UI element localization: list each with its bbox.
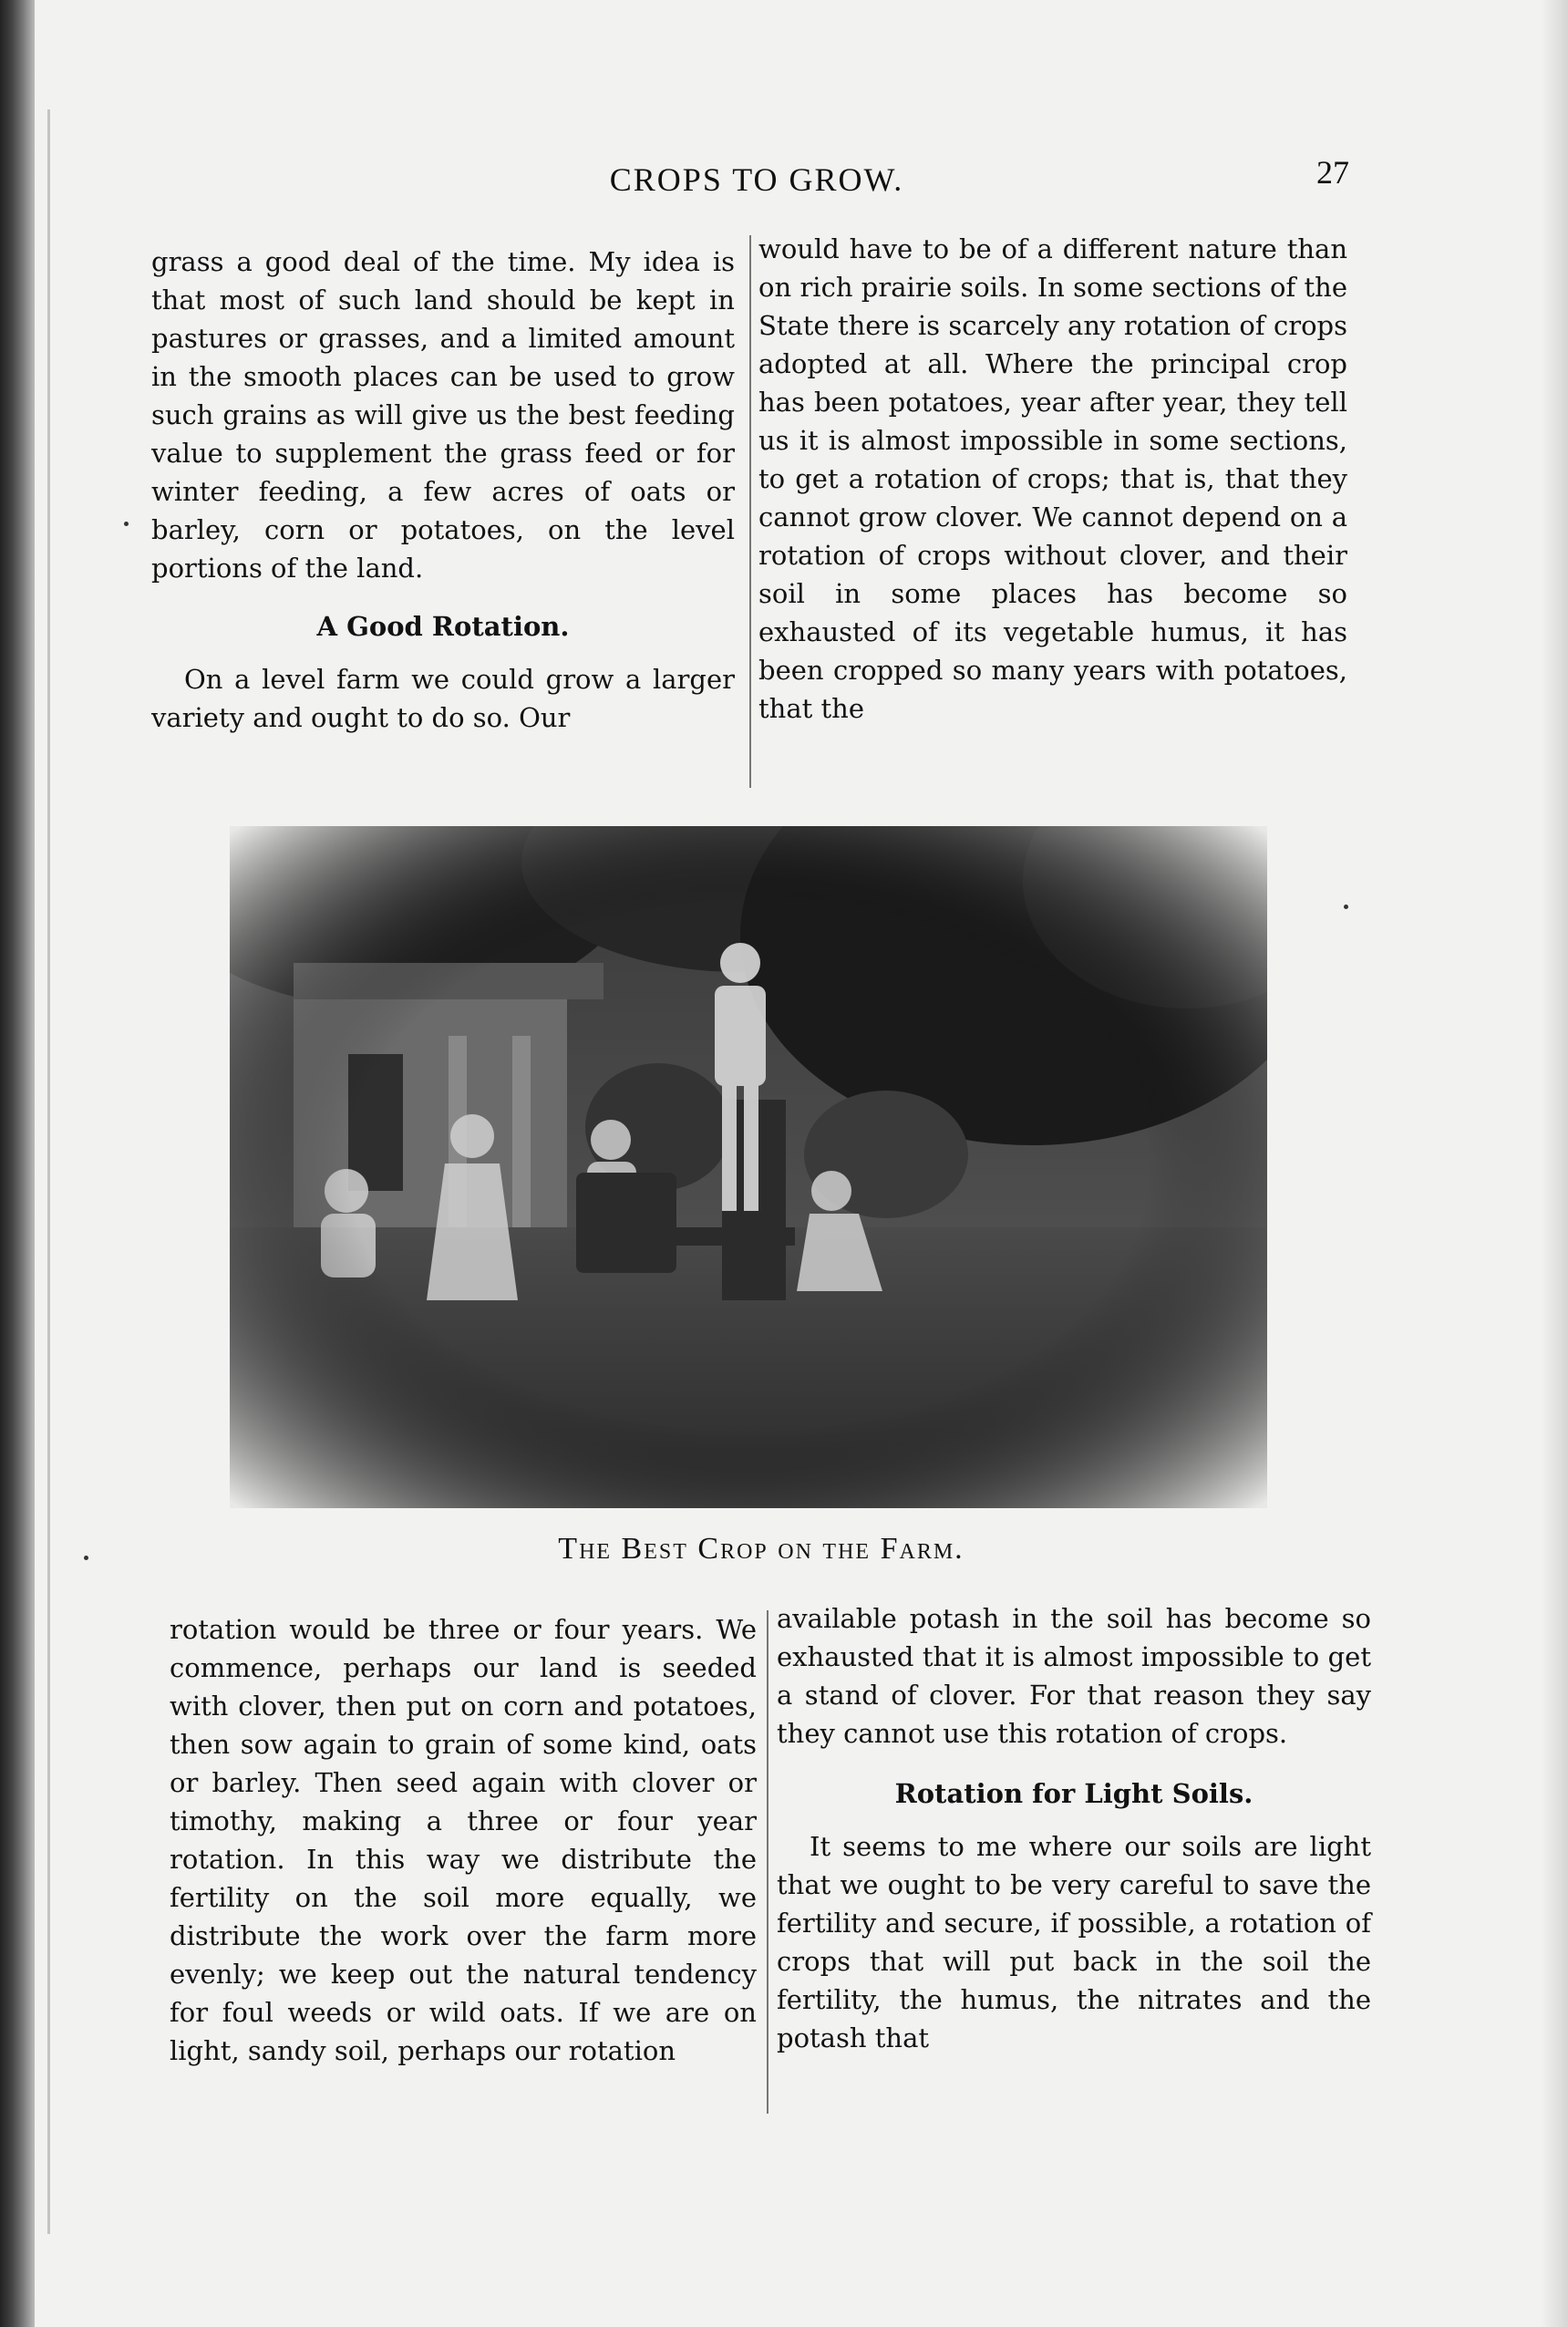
paragraph: available potash in the soil has become so exhausted that it is almost impossible to get a stand of clover. For that reason they say they cannot use this rotation of crops. — [777, 1603, 1371, 1749]
paragraph: would have to be of a different nature than on rich prairie soils. In some sections of the State there is scarcely any rotation of crops adopted at all. Where the principal crop has been potatoes, year after year, they tell us it is almost impossible in some sections, to get a rotation of crops; that is, that they cannot grow clover. We cannot depend on a rotation of crops without clover, and their soil in some places has become so exhausted of its vegetable humus, it has been cropped so many years with potatoes, that the — [758, 233, 1347, 724]
ink-speck — [84, 1556, 88, 1560]
paragraph: grass a good deal of the time. My idea is that most of such land should be kept in pastures or grasses, and a limited amount in the smooth places can be used to grow such grains as will give us the best feeding value to supplement the grass feed or for winter feeding, a few acres of oats or barley, corn or potatoes, on the level portions of the land. — [151, 246, 735, 584]
page-edge-shadow — [1541, 0, 1568, 2327]
column-bottom-left — [170, 1610, 757, 2070]
paragraph: On a level farm we could grow a larger variety and ought to do so. Our — [151, 664, 735, 733]
page-number: 27 — [1316, 154, 1349, 191]
column-top-left — [151, 243, 735, 737]
column-bottom-right — [777, 1599, 1371, 2057]
section-heading: A Good Rotation. — [316, 611, 570, 642]
column-divider — [767, 1610, 769, 2114]
ink-speck — [124, 522, 129, 526]
paragraph: rotation would be three or four years. We commence, perhaps our land is seeded with clover, then put on corn and potatoes, then sow again to grain of some kind, oats or barley. Then seed again with clover or timothy, making a three or four year rotation. In this way we distribute the fertility on the soil more equally, we distribute the work over the farm more evenly; we keep out the natural tendency for foul weeds or wild oats. If we are on light, sandy soil, perhaps our rotation — [170, 1614, 757, 2066]
gutter-line — [47, 109, 50, 2234]
figure-caption: The Best Crop on the Farm. — [558, 1532, 965, 1566]
running-title: CROPS TO GROW. — [609, 161, 904, 198]
ink-speck — [1344, 905, 1348, 909]
paragraph: It seems to me where our soils are light that we ought to be very careful to save the fertility and secure, if possible, a rotation of crops that will put back in the soil the fertility, the humus, the nitrates and the potash that — [777, 1831, 1371, 2053]
column-divider — [749, 235, 751, 788]
section-heading: Rotation for Light Soils. — [894, 1778, 1253, 1809]
photograph-children-on-lawn — [230, 826, 1267, 1508]
book-spine-shadow — [0, 0, 35, 2327]
column-top-right — [758, 230, 1347, 728]
